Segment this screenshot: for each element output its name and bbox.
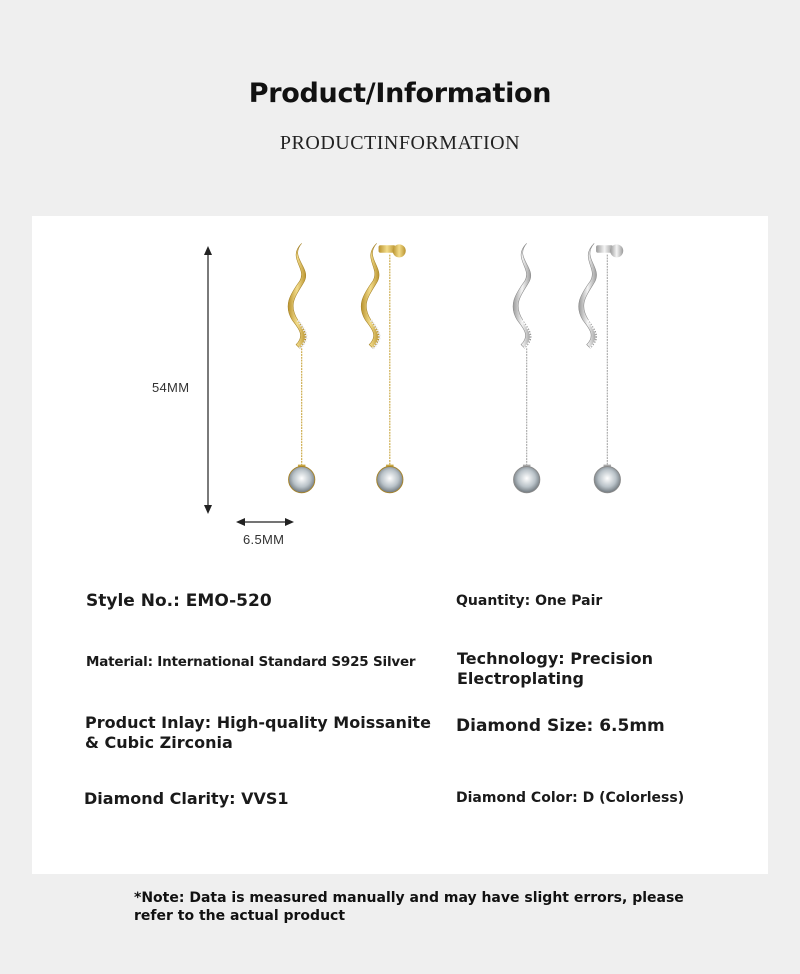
spec-style-no: Style No.: EMO-520 [86, 591, 272, 611]
gold-earring-left [288, 243, 315, 492]
page-title: Product/Information [248, 78, 552, 109]
silver-earring-left [513, 243, 540, 492]
spec-color: Diamond Color: D (Colorless) [456, 790, 685, 806]
product-info-card [32, 216, 768, 874]
height-dimension-label: 54MM [152, 380, 190, 395]
spec-clarity: Diamond Clarity: VVS1 [84, 789, 289, 808]
width-dimension-label: 6.5MM [243, 532, 285, 547]
page-subtitle: PRODUCTINFORMATION [279, 132, 521, 154]
silver-earring-right [579, 243, 624, 492]
measurement-note: *Note: Data is measured manually and may have slight errors, please refer to the actual product [134, 890, 684, 924]
spec-inlay: Product Inlay: High-quality Moissanite & Cubic Zirconia [85, 713, 431, 752]
spec-technology: Technology: Precision Electroplating [457, 649, 654, 688]
gold-earring-right [361, 243, 406, 492]
earrings-product-image [72, 234, 672, 534]
spec-material: Material: International Standard S925 Silver [86, 654, 416, 670]
spec-diamond-size: Diamond Size: 6.5mm [456, 716, 665, 736]
spec-quantity: Quantity: One Pair [456, 593, 603, 609]
